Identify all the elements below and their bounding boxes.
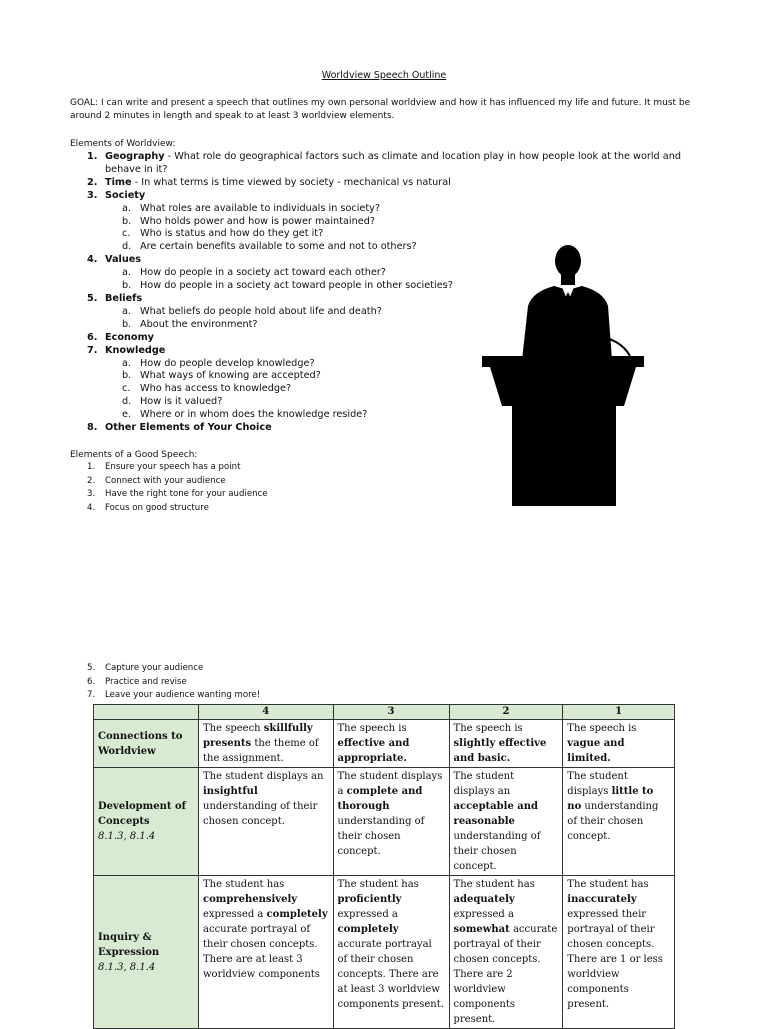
list-item [70,502,268,516]
table-row [94,768,675,876]
item-number: 1. [87,151,98,162]
column-header [94,705,199,720]
emphasis-text: adequately [453,894,515,905]
list-item [70,461,268,475]
list-item [70,177,710,190]
sub-text: What ways of knowing are accepted? [140,370,321,382]
sub-text: Who is status and how do they get it? [140,228,324,240]
column-header: 3 [333,705,449,720]
sub-text: What roles are available to individuals in society? [140,202,381,214]
item-label: Other Elements of Your Choice [105,422,272,434]
cell-text: The student has [453,879,535,890]
sub-text: How is it valued? [140,396,223,408]
item-label: Knowledge [105,344,166,356]
sub-letter: a. [122,202,132,214]
cell-text: The student displays an [203,771,324,782]
item-text: Practice and revise [105,676,187,687]
cell-text: expressed a [203,909,267,920]
cell-text: expressed a [337,909,398,920]
sub-text: How do people in a society act toward each other? [140,267,386,279]
list-item [70,475,268,489]
sub-letter: d. [122,241,132,253]
rubric-cell [563,768,675,876]
cell-text: The student has [567,879,649,890]
item-number: 8. [87,422,98,434]
item-text: Leave your audience wanting more! [105,690,261,701]
sub-text: What beliefs do people hold about life and death? [140,305,382,317]
item-text: - In what terms is time viewed by society - mechanical vs natural [131,176,451,188]
criterion-name: Inquiry & Expression [98,931,160,958]
criterion-cell [94,720,199,768]
cell-text: The speech is [567,723,637,734]
emphasis-text: effective and appropriate. [337,738,410,764]
sub-text: About the environment? [140,318,258,330]
item-text: Focus on good structure [105,502,209,513]
list-item [70,151,710,177]
cell-text: The student displays [567,771,628,797]
rubric-cell [333,768,449,876]
emphasis-text: complete and thorough [337,786,423,812]
sub-letter: b. [122,280,132,292]
item-number: 4. [87,502,96,513]
criterion-name: Development of Concepts [98,801,186,827]
cell-text: The student displays an [453,771,515,797]
emphasis-text: insightful [203,786,258,797]
cell-text: understanding of their chosen concept. [567,801,659,842]
item-text: Ensure your speech has a point [105,462,241,472]
criterion-cell [94,876,199,1029]
speech-elements-list-continued [70,662,260,703]
sub-item [105,216,710,229]
item-number: 2. [87,176,98,188]
sub-letter: d. [122,396,132,408]
table-row [94,876,675,1029]
criterion-codes: 8.1.3, 8.1.4 [98,831,156,842]
item-label: Values [105,254,142,266]
item-number: 1. [87,462,96,472]
list-item [70,488,268,502]
sub-letter: a. [122,305,132,317]
emphasis-text: somewhat [453,924,510,935]
sub-letter: c. [122,383,131,395]
sub-text: Who has access to knowledge? [140,383,292,395]
sub-text: Who holds power and how is power maintained? [140,215,376,227]
cell-text: accurate portrayal of their chosen concepts. There are 2 worldview components present. [453,924,558,1025]
item-number: 6. [87,331,98,343]
item-number: 7. [87,344,98,356]
item-label: Economy [105,331,154,343]
column-header: 4 [199,705,334,720]
rubric-cell [199,768,334,876]
emphasis-text: completely [337,924,399,935]
cell-text: The speech is [453,723,523,734]
rubric-cell [563,720,675,768]
rubric-cell [333,876,449,1029]
cell-text: The student has [203,879,285,890]
list-item [70,676,260,690]
rubric-cell [563,876,675,1029]
speech-heading: Elements of a Good Speech: [70,450,198,460]
worldview-heading: Elements of Worldview: [70,139,176,149]
speech-elements-list [70,461,268,515]
item-number: 7. [87,690,96,701]
item-number: 4. [87,254,98,266]
emphasis-text: completely [266,909,328,920]
emphasis-text: slightly effective and basic. [453,738,547,764]
column-header: 2 [449,705,563,720]
sub-letter: a. [122,357,132,369]
cell-text: understanding of their chosen concept. [337,816,425,857]
rubric-cell [199,876,334,1029]
emphasis-text: skillfully presents [203,723,313,749]
list-item [70,689,260,703]
item-label: Society [105,189,146,201]
sub-text: Where or in whom does the knowledge reside? [140,409,368,421]
list-item [70,662,260,676]
sub-letter: e. [122,409,132,421]
sub-letter: b. [122,215,132,227]
speaker-podium-image [482,240,646,510]
cell-text: the theme of the assignment. [203,738,319,764]
criterion-codes: 8.1.3, 8.1.4 [98,961,156,973]
rubric-cell [449,720,563,768]
cell-text: The speech is [337,723,407,734]
sub-letter: b. [122,370,132,382]
emphasis-text: proficiently [337,894,402,905]
rubric-cell [199,720,334,768]
cell-text: understanding of their chosen concept. [453,831,541,872]
cell-text: expressed their portrayal of their chosen concepts. There are 1 or less worldview components present. [567,909,663,1010]
cell-text: The student has [337,879,419,890]
sub-letter: c. [122,228,131,240]
cell-text: understanding of their chosen concept. [203,801,318,827]
item-text: Have the right tone for your audience [105,489,268,500]
rubric-cell [333,720,449,768]
sub-letter: b. [122,318,132,330]
cell-text: accurate portrayal of their chosen concepts. There are at least 3 worldview components present. [337,939,444,1010]
item-label: Geography [105,151,165,162]
sub-text: How do people in a society act toward people in other societies? [140,280,453,292]
item-number: 5. [87,292,98,304]
criterion-cell [94,768,199,876]
item-number: 6. [87,676,96,687]
rubric-header-row [94,705,675,720]
emphasis-text: comprehensively [203,894,298,905]
item-number: 3. [87,489,96,500]
item-text: Connect with your audience [105,475,226,486]
emphasis-text: little to no [567,786,654,812]
emphasis-text: inaccurately [567,894,637,905]
cell-text: The speech [203,723,264,734]
item-text: - What role do geographical factors such as climate and location play in how people look at the world and behave in it? [105,151,682,175]
sub-text: How do people develop knowledge? [140,357,315,369]
column-header: 1 [563,705,675,720]
sub-text: Are certain benefits available to some and not to others? [140,241,417,253]
cell-text: expressed a [453,909,514,920]
cell-text: The student displays a [337,771,443,797]
item-number: 3. [87,189,98,201]
sub-letter: a. [122,267,132,279]
criterion-name: Connections to Worldview [98,730,183,757]
cell-text: accurate portrayal of their chosen concepts. There are at least 3 worldview components [203,924,320,980]
table-row [94,720,675,768]
item-label: Beliefs [105,292,143,304]
emphasis-text: acceptable and reasonable [453,801,539,827]
rubric-cell [449,876,563,1029]
item-text: Capture your audience [105,663,204,673]
page-title: Worldview Speech Outline [321,70,447,81]
item-number: 2. [87,475,96,486]
goal-statement: GOAL: I can write and present a speech that outlines my own personal worldview and how it has influenced my life and future. It must be around 2 minutes in length and speak to at least 3 worldview elements. [70,98,691,121]
rubric-table [93,704,675,1029]
emphasis-text: vague and limited. [567,738,625,764]
sub-item [105,203,710,216]
rubric-cell [449,768,563,876]
item-label: Time [105,176,132,188]
item-number: 5. [87,663,96,673]
